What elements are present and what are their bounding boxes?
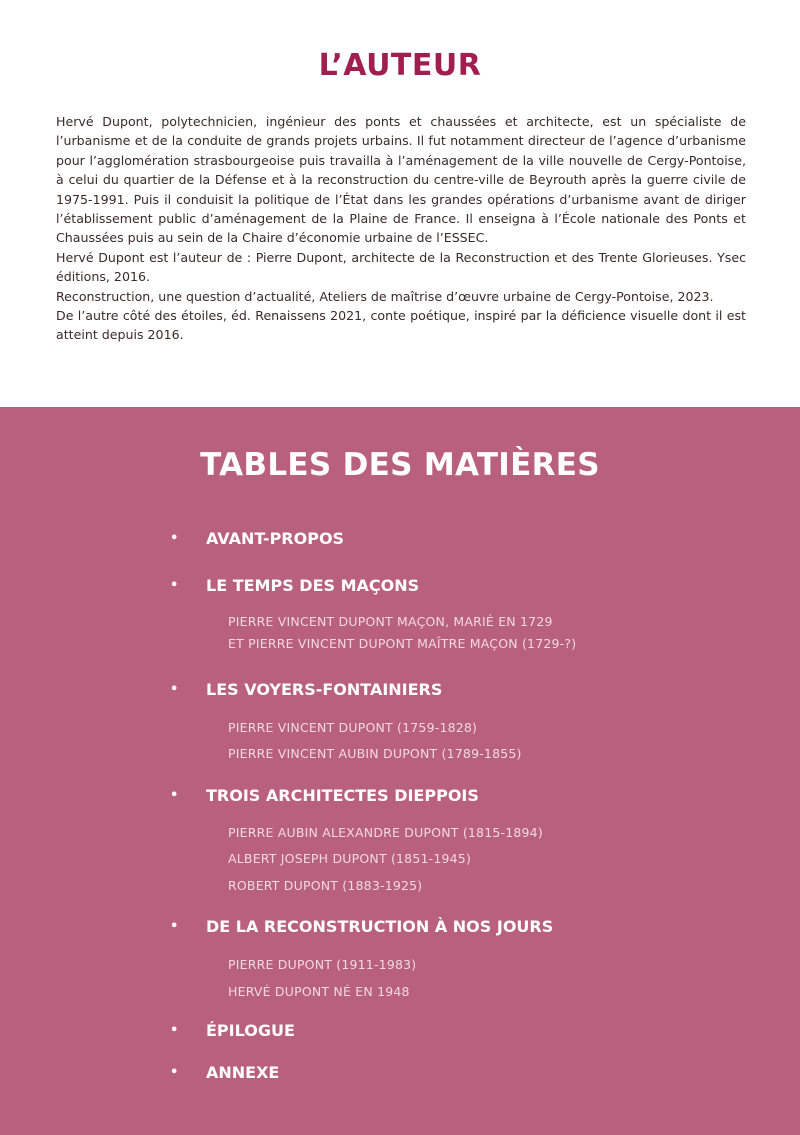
toc-section-temps-des-macons <box>170 574 419 598</box>
toc-section-label: LES VOYERS-FONTAINIERS <box>206 680 443 699</box>
bullet-icon: • <box>170 578 179 593</box>
toc-section-avant-propos <box>170 527 344 551</box>
toc-entry: PIERRE AUBIN ALEXANDRE DUPONT (1815-1894) <box>228 825 543 840</box>
toc-section-label: LE TEMPS DES MAÇONS <box>206 576 420 595</box>
bio-paragraph: Hervé Dupont, polytechnicien, ingénieur des ponts et chaussées et architecte, est un spécialiste de l’urbanisme et de la conduite de grands projets urbains. Il fut notamment directeur de l’agence d’urbanisme pour l’agglomération strasbourgeoise puis travailla à l’aménagement de la ville nouvelle de Cergy-Pontoise, à celui du quartier de la Défense et à la reconstruction du centre-ville de Beyrouth après la guerre civile de 1975-1991. Puis il conduisit la politique de l’État dans les grandes opérations d’urbanisme avant de diriger l’établissement public d’aménagement de la Plaine de France. Il enseigna à l’École nationale des Ponts et Chaussées puis au sein de la Chaire d’économie urbaine de l’ESSEC. <box>56 114 746 246</box>
bullet-icon: • <box>170 531 179 546</box>
bullet-icon: • <box>170 788 179 803</box>
toc-title: TABLES DES MATIÈRES <box>200 447 600 483</box>
author-biography <box>56 112 746 345</box>
bio-paragraph: Hervé Dupont est l’auteur de : Pierre Dupont, architecte de la Reconstruction et des Trente Glorieuses. Ysec éditions, 2016. <box>56 249 746 285</box>
toc-section-trois-architectes <box>170 784 479 808</box>
toc-section <box>0 407 800 1135</box>
bullet-icon: • <box>170 682 179 697</box>
toc-section-label: ÉPILOGUE <box>206 1021 295 1040</box>
bio-paragraph: De l’autre côté des étoiles, éd. Renaissens 2021, conte poétique, inspiré par la déficience visuelle dont il est atteint depuis 2016. <box>56 308 746 343</box>
author-section <box>0 0 800 407</box>
toc-section-voyers-fontainiers <box>170 678 442 702</box>
toc-entry: HERVÉ DUPONT NÉ EN 1948 <box>228 984 410 999</box>
toc-section-label: AVANT-PROPOS <box>206 529 345 548</box>
bullet-icon: • <box>170 1023 179 1038</box>
toc-entry: ALBERT JOSEPH DUPONT (1851-1945) <box>228 851 472 866</box>
toc-section-annexe <box>170 1061 279 1085</box>
author-title: L’AUTEUR <box>318 48 482 83</box>
bullet-icon: • <box>170 1065 179 1080</box>
toc-section-label: DE LA RECONSTRUCTION À NOS JOURS <box>206 917 554 936</box>
toc-section-label: TROIS ARCHITECTES DIEPPOIS <box>206 786 479 805</box>
bio-paragraph: Reconstruction, une question d’actualité, Ateliers de maîtrise d’œuvre urbaine de Cergy-Pontoise, 2023. <box>56 288 714 304</box>
toc-section-reconstruction <box>170 915 553 939</box>
toc-entry: PIERRE VINCENT DUPONT (1759-1828) <box>228 720 478 735</box>
toc-entry: ET PIERRE VINCENT DUPONT MAÎTRE MAÇON (1729-?) <box>228 636 577 651</box>
toc-entry: ROBERT DUPONT (1883-1925) <box>228 878 423 893</box>
toc-section-label: ANNEXE <box>206 1063 280 1082</box>
toc-section-epilogue <box>170 1019 295 1043</box>
toc-entry: PIERRE DUPONT (1911-1983) <box>228 957 417 972</box>
bullet-icon: • <box>170 919 179 934</box>
toc-entry: PIERRE VINCENT AUBIN DUPONT (1789-1855) <box>228 746 522 761</box>
toc-entry: PIERRE VINCENT DUPONT MAÇON, MARIÉ EN 1729 <box>228 614 553 629</box>
